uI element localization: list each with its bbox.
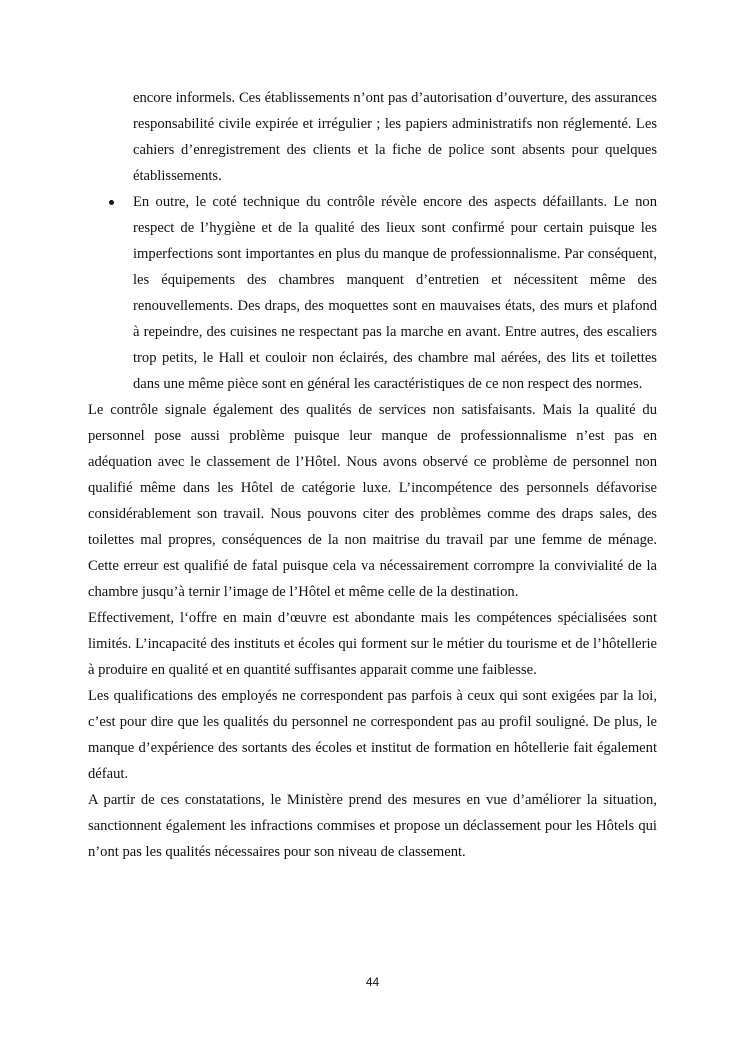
body-text [88, 85, 657, 865]
paragraph-labor-supply: Effectivement, l‘offre en main d’œuvre est abondante mais les compétences spécialisées sont limités. L’incapacité des instituts et écoles qui forment sur le métier du tourisme et de l’hôtellerie à produire en qualité et en quantité suffisantes apparait comme une faiblesse. [88, 610, 657, 678]
paragraph-qualifications: Les qualifications des employés ne correspondent pas parfois à ceux qui sont exigées par la loi, c’est pour dire que les qualités du personnel ne correspondent pas au profil souligné. De plus, le manque d’expérience des sortants des écoles et institut de formation en hôtellerie fait également défaut. [88, 688, 657, 782]
bullet-text: En outre, le coté technique du contrôle révèle encore des aspects défaillants. Le non respect de l’hygiène et de la qualité des lieux sont confirmé pour certain puisque les imperfections sont importantes en plus du manque de professionnalisme. Par conséquent, les équipements des chambres manquent d’entretien et nécessitent même des renouvellements. Des draps, des moquettes sont en mauvaises états, des murs et plafond à repeindre, des cuisines ne respectant pas la marche en avant. Entre autres, des escaliers trop petits, le Hall et couloir non éclairés, des chambre mal aérées, des lits et toilettes dans une même pièce sont en général les caractéristiques de ce non respect des normes. [133, 194, 657, 392]
paragraph-ministry-measures: A partir de ces constatations, le Ministère prend des mesures en vue d’améliorer la situation, sanctionnent également les infractions commises et propose un déclassement pour les Hôtels qui n’ont pas les qualités nécessaires pour son niveau de classement. [88, 792, 657, 860]
continuation-paragraph: encore informels. Ces établissements n’ont pas d’autorisation d’ouverture, des assurances responsabilité civile expirée et irrégulier ; les papiers administratifs non réglementé. Les cahiers d’enregistrement des clients et la fiche de police sont absents pour quelques établissements. [133, 90, 657, 184]
paragraph-service-quality: Le contrôle signale également des qualités de services non satisfaisants. Mais la qualité du personnel pose aussi problème puisque leur manque de professionnalisme n’est pas en adéquation avec le classement de l’Hôtel. Nous avons observé ce problème de personnel non qualifié même dans les Hôtel de catégorie luxe. L’incompétence des personnels défavorise considérablement son travail. Nous pouvons citer des problèmes comme des draps sales, des toilettes mal propres, conséquences de la non maitrise du travail par une femme de ménage. Cette erreur est qualifié de fatal puisque cela va nécessairement corrompre la convivialité de la chambre jusqu’à ternir l’image de l’Hôtel et même celle de la destination. [88, 402, 657, 600]
page-number: 44 [365, 975, 380, 989]
list-item [133, 189, 657, 397]
bullet-icon [109, 200, 114, 205]
bullet-list [88, 189, 657, 397]
